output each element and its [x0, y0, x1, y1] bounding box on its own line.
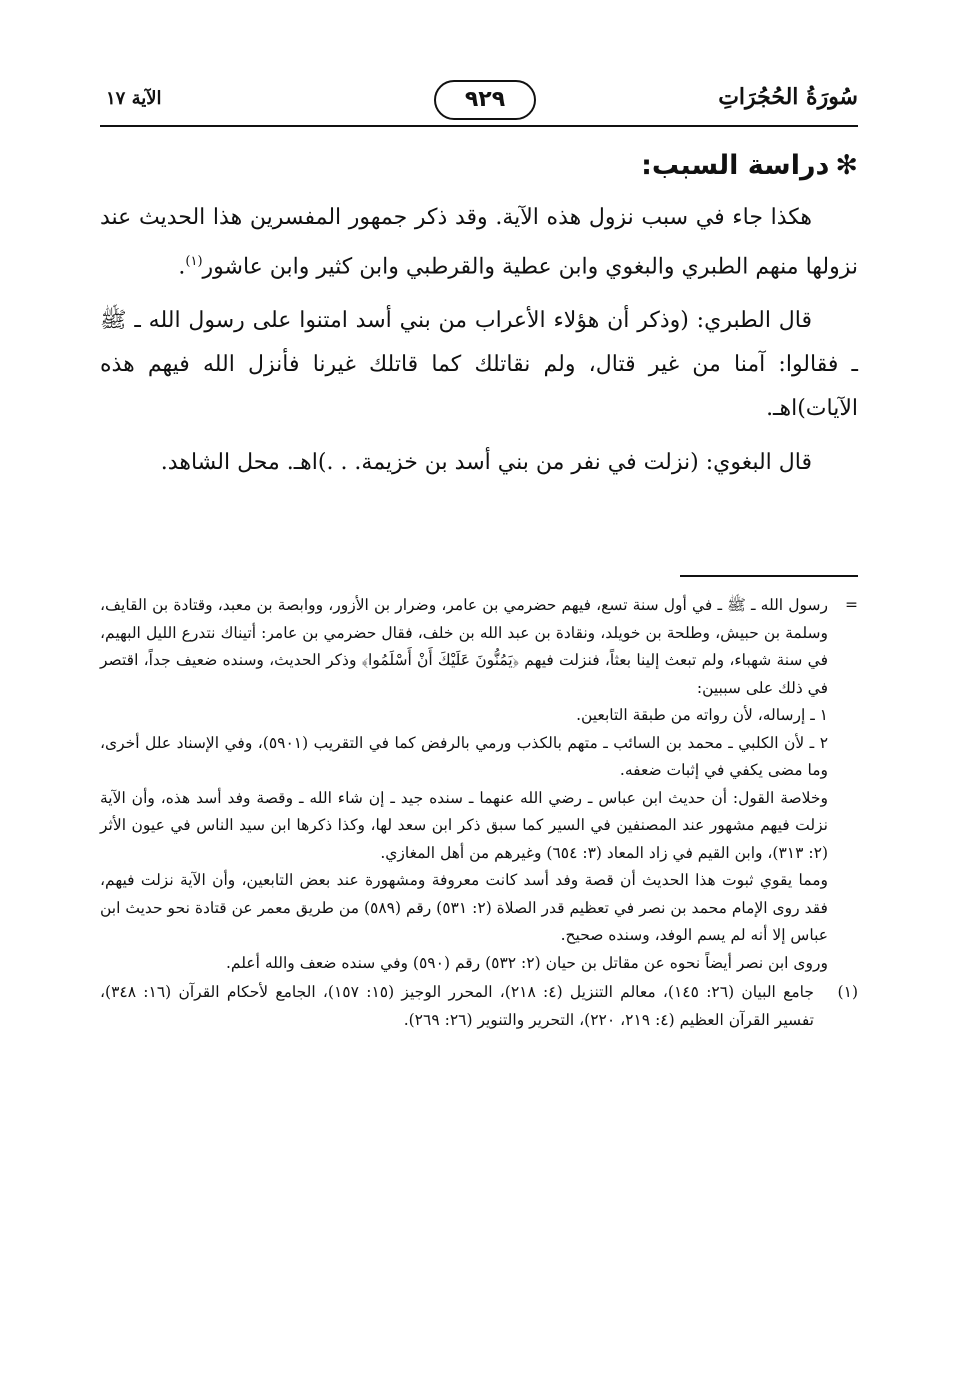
paragraph-2: قال الطبري: (وذكر أن هؤلاء الأعراب من بني أسد امتنوا على رسول الله ـ ﷺ ـ فقالوا: آمنا من غير قتال، ولم نقاتلك كما قاتلك غيرنا فأنزل الله فيهم هذه الآيات)اهـ. [100, 308, 858, 422]
main-text [100, 196, 858, 495]
star-icon: ✻ [835, 150, 858, 181]
page-number: ٩٢٩ [434, 80, 536, 120]
footnote-line: وروى ابن نصر أيضاً نحوه عن مقاتل بن حيان (٢: ٥٣٢) رقم (٥٩٠) وفي سنده ضعف والله أعلم. [225, 953, 828, 972]
section-heading [641, 150, 858, 181]
header-divider [100, 125, 858, 127]
paragraph-1-text: هكذا جاء في سبب نزول هذه الآية. وقد ذكر جمهور المفسرين هذا الحديث عند نزولها منهم الطبري والبغوي وابن عطية والقرطبي وابن كثير وابن عاشور [100, 205, 858, 280]
footnote-line: ١ ـ إرساله، لأن رواته من طبقة التابعين. [576, 706, 828, 724]
verse-label: الآية ١٧ [106, 88, 162, 109]
footnote-ref-1: (١) [185, 254, 203, 269]
footnote-1-marker: (١) [837, 983, 858, 1001]
footnote-divider [680, 575, 858, 577]
footnote-1 [100, 979, 858, 1034]
paragraph-1 [100, 196, 858, 289]
footnote-1-text: جامع البيان (٢٦: ١٤٥)، معالم التنزيل (٤: ٢١٨)، المحرر الوجيز (١٥: ١٥٧)، الجامع لأحكام القرآن (١٦: ٣٤٨)، تفسير القرآن العظيم (٤: ٢١٩، ٢٢٠)، التحرير والتنوير (٢٦: ٢٦٩). [100, 983, 814, 1029]
footnotes [100, 592, 858, 1034]
continuation-marker: = [845, 596, 858, 614]
paragraph-1-end: . [178, 254, 186, 280]
footnote-line: وخلاصة القول: أن حديث ابن عباس ـ رضي الله عنهما ـ سنده جيد ـ إن شاء الله ـ وقصة وفد أسد هذه، وأن الآية نزلت فيهم مشهور عند المصنفين في السير كما سبق ذكر ابن سعد لها، وكذا ذكرها ابن سيد الناس في عيون الأثر (٢: ٣١٣)، وابن القيم في زاد المعاد (٣: ٦٥٤) وغيرهم من أهل المغازي. [100, 788, 828, 862]
section-heading-text: دراسة السبب: [641, 150, 830, 181]
footnote-line: ومما يقوي ثبوت هذا الحديث أن قصة وفد أسد كانت معروفة ومشهورة عند بعض التابعين، وأن الآية نزلت فيهم، فقد روى الإمام محمد بن نصر في تعظيم قدر الصلاة (٢: ٥٣١) رقم (٥٨٩) من طريق معمر عن قتادة نحو حديث ابن عباس إلا أنه لم يسم الوفد، وسنده صحيح. [100, 871, 828, 944]
surah-title: سُورَةُ الحُجُرَاتِ [718, 84, 858, 110]
footnote-line: رسول الله ـ ﷺ ـ في أول سنة تسع، فيهم حضرمي بن عامر، وضرار بن الأزور، ووابصة بن معبد، وقتادة بن القايف، وسلمة بن حبيش، وطلحة بن خويلد، ونقادة بن عبد الله بن خلف، فقال حضرمي بن عامر: أتيناك نتدرع الليل البهيم، في سنة شهباء، ولم تبعث إلينا بعثاً، فنزلت فيهم ﴿يَمُنُّونَ عَلَيْكَ أَنْ أَسْلَمُوا﴾ وذكر الحديث، وسنده ضعيف جداً، اقتصر في ذلك على سببين: [100, 596, 828, 697]
footnote-continuation [100, 592, 858, 977]
footnote-line: ٢ ـ لأن الكلبي ـ محمد بن السائب ـ متهم بالكذب ورمي بالرفض كما في التقريب (٥٩٠١)، وفي الإسناد علل أخرى، وما مضى يكفي في إثبات ضعفه. [100, 733, 829, 779]
paragraph-3: قال البغوي: (نزلت في نفر من بني أسد بن خزيمة. . .)اهـ. محل الشاهد. [160, 450, 812, 476]
